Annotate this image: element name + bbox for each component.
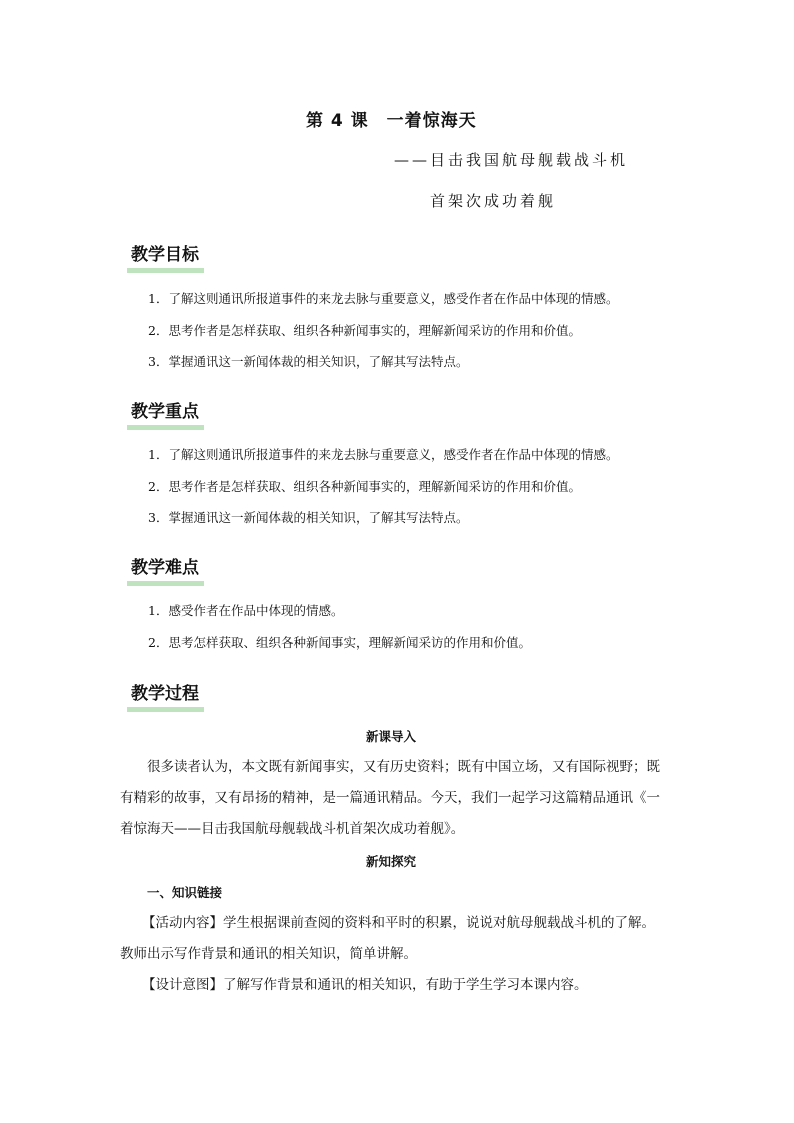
page-subtitle-line1: ——目击我国航母舰载战斗机: [394, 151, 629, 169]
intro-paragraph-line-2: 有精彩的故事，又有昂扬的精神，是一篇通讯精品。今天，我们一起学习这篇精品通讯《一: [120, 790, 660, 806]
section-heading-key-points: 教学重点: [127, 401, 204, 430]
objective-item-1: 1．了解这则通讯所报道事件的来龙去脉与重要意义，感受作者在作品中体现的情感。: [148, 291, 619, 306]
explore-heading: 新知探究: [366, 854, 417, 869]
knowledge-link-heading: 一、知识链接: [147, 885, 223, 900]
intro-heading: 新课导入: [366, 729, 417, 744]
section-heading-process: 教学过程: [127, 683, 204, 712]
objective-item-3: 3．掌握通讯这一新闻体裁的相关知识，了解其写法特点。: [148, 354, 469, 369]
key-point-item-1: 1．了解这则通讯所报道事件的来龙去脉与重要意义，感受作者在作品中体现的情感。: [148, 447, 619, 462]
section-heading-objectives: 教学目标: [127, 244, 204, 273]
design-intent-line: 【设计意图】了解写作背景和通讯的相关知识，有助于学生学习本课内容。: [142, 977, 588, 993]
difficulty-item-2: 2．思考怎样获取、组织各种新闻事实，理解新闻采访的作用和价值。: [148, 635, 531, 650]
activity-line-2: 教师出示写作背景和通讯的相关知识，简单讲解。: [120, 946, 417, 962]
objective-item-2: 2．思考作者是怎样获取、组织各种新闻事实的，理解新闻采访的作用和价值。: [148, 323, 581, 338]
intro-paragraph-line-1: 很多读者认为，本文既有新闻事实，又有历史资料；既有中国立场，又有国际视野；既: [147, 759, 660, 775]
difficulty-item-1: 1．感受作者在作品中体现的情感。: [148, 603, 344, 618]
section-heading-difficulties: 教学难点: [127, 557, 204, 586]
intro-paragraph-line-3: 着惊海天——目击我国航母舰载战斗机首架次成功着舰》。: [120, 821, 465, 837]
activity-line-1: 【活动内容】学生根据课前查阅的资料和平时的积累，说说对航母舰载战斗机的了解。: [142, 915, 655, 931]
key-point-item-3: 3．掌握通讯这一新闻体裁的相关知识，了解其写法特点。: [148, 510, 469, 525]
page-title: 第 4 课 一着惊海天: [306, 111, 477, 131]
key-point-item-2: 2．思考作者是怎样获取、组织各种新闻事实的，理解新闻采访的作用和价值。: [148, 479, 581, 494]
page-subtitle-line2: 首架次成功着舰: [430, 192, 557, 210]
